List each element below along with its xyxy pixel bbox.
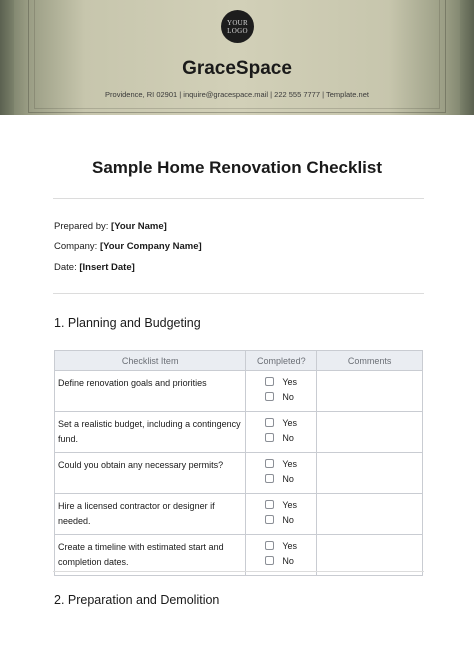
logo-text-line2: LOGO: [227, 26, 248, 35]
prepared-by-label: Prepared by:: [54, 221, 109, 232]
logo: [221, 10, 254, 43]
header-banner: [0, 0, 474, 115]
no-label: No: [282, 432, 294, 443]
document-title: Sample Home Renovation Checklist: [91, 158, 383, 177]
yes-checkbox[interactable]: [265, 500, 274, 509]
yes-option[interactable]: [246, 374, 316, 389]
checklist-table: [54, 350, 423, 576]
completed-cell: [246, 494, 317, 535]
divider: [53, 571, 424, 572]
checklist-item: Create a timeline with estimated start and completion dates.: [55, 535, 246, 576]
no-option[interactable]: [246, 430, 316, 445]
no-option[interactable]: [246, 389, 316, 404]
yes-label: Yes: [282, 540, 298, 551]
no-option[interactable]: [246, 471, 316, 486]
table-header-row: [55, 351, 423, 371]
brand-name: GraceSpace: [182, 58, 292, 79]
yes-option[interactable]: [246, 456, 316, 471]
yes-checkbox[interactable]: [265, 459, 274, 468]
yes-option[interactable]: [246, 538, 316, 553]
column-header-comments: Comments: [317, 351, 423, 371]
table-row: [55, 494, 423, 535]
yes-checkbox[interactable]: [265, 418, 274, 427]
prepared-by: [54, 221, 167, 232]
comments-cell[interactable]: [317, 412, 423, 453]
no-label: No: [282, 473, 294, 484]
no-label: No: [282, 555, 294, 566]
yes-label: Yes: [282, 499, 298, 510]
completed-cell: [246, 412, 317, 453]
checklist-item: Set a realistic budget, including a contingency fund.: [55, 412, 246, 453]
no-checkbox[interactable]: [265, 392, 274, 401]
no-label: No: [282, 514, 294, 525]
completed-cell: [246, 535, 317, 576]
checklist-item: Could you obtain any necessary permits?: [55, 453, 246, 494]
company: [54, 241, 202, 252]
section-title: 1. Planning and Budgeting: [54, 316, 201, 330]
prepared-by-value: [Your Name]: [111, 221, 167, 232]
no-option[interactable]: [246, 553, 316, 568]
company-label: Company:: [54, 241, 98, 252]
table-row: [55, 535, 423, 576]
yes-label: Yes: [282, 417, 298, 428]
no-option[interactable]: [246, 512, 316, 527]
date-label: Date:: [54, 262, 77, 273]
contact-info: Providence, RI 02901 | inquire@gracespace.mail | 222 555 7777 | Template.net: [105, 90, 369, 99]
section-title: 2. Preparation and Demolition: [54, 593, 220, 607]
company-value: [Your Company Name]: [99, 241, 202, 252]
no-checkbox[interactable]: [265, 474, 274, 483]
column-header-completed: Completed?: [246, 351, 317, 371]
yes-checkbox[interactable]: [265, 377, 274, 386]
divider: [53, 293, 424, 294]
no-checkbox[interactable]: [265, 433, 274, 442]
divider: [53, 198, 424, 199]
table-row: [55, 453, 423, 494]
yes-label: Yes: [282, 458, 298, 469]
checklist-item: Hire a licensed contractor or designer if needed.: [55, 494, 246, 535]
completed-cell: [246, 371, 317, 412]
comments-cell[interactable]: [317, 453, 423, 494]
yes-option[interactable]: [246, 415, 316, 430]
table-row: [55, 371, 423, 412]
date-value: [Insert Date]: [79, 262, 135, 273]
yes-option[interactable]: [246, 497, 316, 512]
table-row: [55, 412, 423, 453]
logo-text-line1: YOUR: [226, 18, 249, 27]
comments-cell[interactable]: [317, 494, 423, 535]
comments-cell[interactable]: [317, 371, 423, 412]
yes-label: Yes: [282, 376, 298, 387]
no-label: No: [282, 391, 294, 402]
checklist-item: Define renovation goals and priorities: [55, 371, 246, 412]
date: [54, 262, 135, 273]
yes-checkbox[interactable]: [265, 541, 274, 550]
completed-cell: [246, 453, 317, 494]
comments-cell[interactable]: [317, 535, 423, 576]
column-header-item: Checklist Item: [55, 351, 246, 371]
no-checkbox[interactable]: [265, 556, 274, 565]
no-checkbox[interactable]: [265, 515, 274, 524]
